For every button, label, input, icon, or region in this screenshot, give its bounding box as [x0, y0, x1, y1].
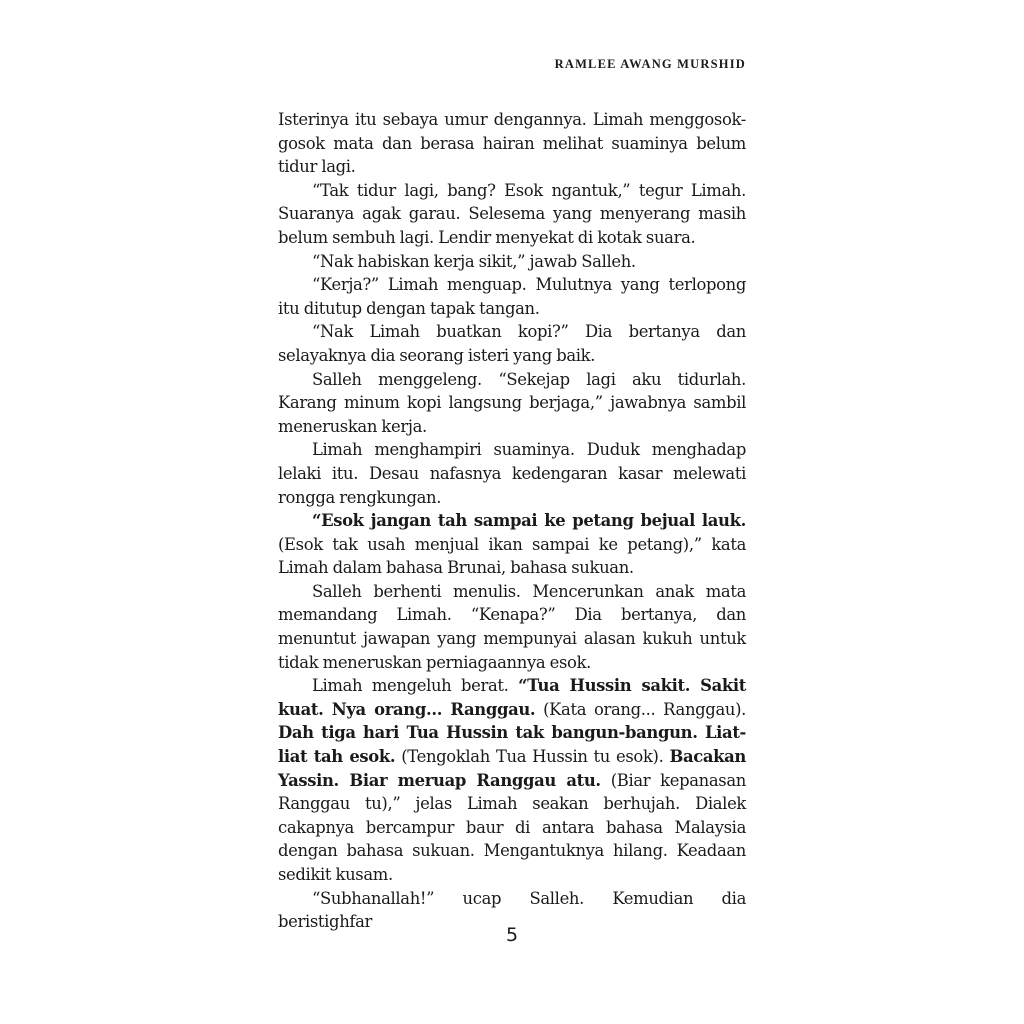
paragraph	[278, 108, 746, 179]
text-run: Limah menghampiri suaminya. Duduk menghadap lelaki itu. Desau nafasnya kedengaran kasar melewati rongga rengkungan.	[278, 440, 746, 507]
paragraph	[278, 179, 746, 250]
text-run: “Subhanallah!” ucap Salleh. Kemudian dia beristighfar	[278, 888, 746, 932]
text-run: (Tengoklah Tua Hussin tu esok).	[395, 747, 670, 767]
paragraph	[278, 438, 746, 509]
text-run: “Kerja?” Limah menguap. Mulutnya yang terlopong itu ditutup dengan tapak tangan.	[278, 275, 746, 318]
text-run: Limah mengeluh berat.	[312, 676, 519, 696]
paragraph	[278, 273, 746, 320]
text-run: Salleh berhenti menulis. Mencerunkan anak mata memandang Limah. “Kenapa?” Dia bertanya, dan menuntut jawapan yang mempunyai alasan kukuh untuk tidak meneruskan perniagaannya esok.	[278, 581, 746, 672]
page-number: 5	[505, 924, 519, 946]
bold-dialect-text: Dah tiga hari Tua Hussin tak bangun-bangun. Liat-liat tah esok.	[278, 723, 746, 767]
bold-dialect-text: “Esok jangan tah sampai ke petang bejual lauk.	[312, 511, 746, 531]
paragraph	[278, 509, 746, 580]
text-run: Isterinya itu sebaya umur dengannya. Limah menggosok-gosok mata dan berasa hairan melihat suaminya belum tidur lagi.	[278, 110, 746, 177]
text-run: “Nak Limah buatkan kopi?” Dia bertanya dan selayaknya dia seorang isteri yang baik.	[278, 322, 746, 365]
text-run: (Esok tak usah menjual ikan sampai ke petang),” kata Limah dalam bahasa Brunai, bahasa sukuan.	[278, 534, 746, 578]
text-run: “Tak tidur lagi, bang? Esok ngantuk,” tegur Limah. Suaranya agak garau. Selesema yang menyerang masih belum sembuh lagi. Lendir menyekat di kotak suara.	[278, 180, 746, 247]
bold-dialect-text: Bacakan Yassin. Biar meruap Ranggau atu.	[278, 747, 746, 790]
paragraph	[278, 674, 746, 886]
text-run: Salleh menggeleng. “Sekejap lagi aku tidurlah. Karang minum kopi langsung berjaga,” jawabnya sambil meneruskan kerja.	[278, 369, 746, 436]
paragraph	[278, 320, 746, 367]
body-text	[278, 108, 746, 934]
text-run: (Biar kepanasan Ranggau tu),” jelas Limah seakan berhujah. Dialek cakapnya bercampur baur di antara bahasa Malaysia dengan bahasa sukuan. Mengantuknya hilang. Keadaan sedikit kusam.	[278, 770, 747, 884]
bold-dialect-text: “Tua Hussin sakit. Sakit kuat. Nya orang... Ranggau.	[278, 676, 747, 719]
running-head: RAMLEE AWANG MURSHID	[554, 57, 746, 71]
paragraph	[278, 580, 746, 674]
paragraph	[278, 368, 746, 439]
paragraph	[278, 250, 746, 274]
text-run: (Kata orang... Ranggau).	[535, 699, 746, 719]
text-run: “Nak habiskan kerja sikit,” jawab Salleh.	[312, 251, 636, 271]
